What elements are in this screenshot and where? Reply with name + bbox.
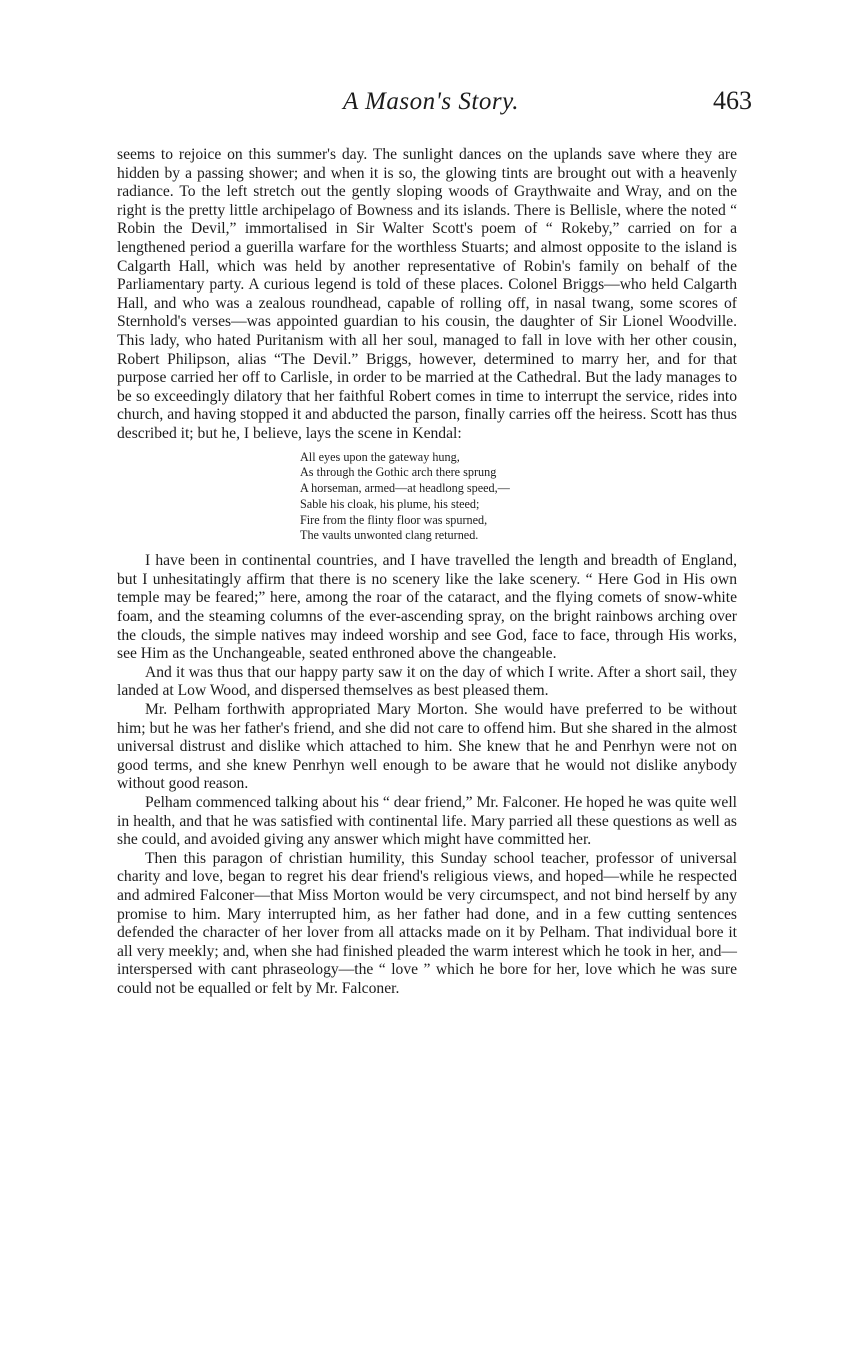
paragraph: I have been in continental countries, and I have travelled the length and breadth of England, but I unhesitatingly affirm that there is no scenery like the lake scenery. “ Here God in His own temple may be feared;” here, among the roar of the cataract, and the flying comets of snow-white foam, and the steaming columns of the ever-ascending spray, on the bright rainbows arching over the clouds, the simple natives may indeed worship and see God, face to face, through His works, see Him as the Unchangeable, seated enthroned above the changeable. <box>117 552 737 663</box>
verse-line: The vaults unwonted clang returned. <box>300 528 479 543</box>
running-title: A Mason's Story. <box>342 88 520 115</box>
verse-line: As through the Gothic arch there sprung <box>300 465 497 480</box>
verse-line: A horseman, armed—at headlong speed,— <box>300 481 510 496</box>
running-head <box>0 88 862 128</box>
page-number: 463 <box>713 86 752 115</box>
paragraph: Pelham commenced talking about his “ dear friend,” Mr. Falconer. He hoped he was quite well in health, and that he was satisfied with continental life. Mary parried all these questions as well as she could, and avoided giving any answer which might have committed her. <box>117 794 737 849</box>
verse-line: All eyes upon the gateway hung, <box>300 449 460 464</box>
verse-line: Sable his cloak, his plume, his steed; <box>300 496 480 511</box>
body-text <box>117 146 737 999</box>
paragraph-continued: seems to rejoice on this summer's day. The sunlight dances on the uplands save where they are hidden by a passing shower; and when it is so, the glowing tints are brought out with a heavenly radiance. To the left stretch out the gently sloping woods of Graythwaite and Wray, and on the right is the pretty little archipelago of Bowness and its islands. There is Bellisle, where the noted “ Robin the Devil,” immortalised in Sir Walter Scott's poem of “ Rokeby,” carried on for a lengthened period a guerilla warfare for the worthless Stuarts; and almost opposite to the island is Calgarth Hall, which was held by another representative of Robin's family on behalf of the Parliamentary party. A curious legend is told of these places. Colonel Briggs—who held Calgarth Hall, and who was a zealous roundhead, capable of rolling off, in nasal twang, some scores of Sternhold's verses—was appointed guardian to his cousin, the daughter of Sir Lionel Woodville. This lady, who hated Puritanism with all her soul, managed to fall in love with her other cousin, Robert Philipson, alias “The Devil.” Briggs, however, determined to marry her, and for that purpose carried her off to Carlisle, in order to be married at the Cathedral. But the lady manages to be so exceedingly dilatory that her faithful Robert comes in time to interrupt the service, rides into church, and having stopped it and abducted the parson, finally carries off the heiress. Scott has thus described it; but he, I believe, lays the scene in Kendal: <box>117 146 737 442</box>
paragraph: And it was thus that our happy party saw it on the day of which I write. After a short sail, they landed at Low Wood, and dispersed themselves as best pleased them. <box>117 663 737 700</box>
verse-quotation <box>300 450 737 545</box>
paragraph: Mr. Pelham forthwith appropriated Mary Morton. She would have preferred to be without him; but he was her father's friend, and she did not care to offend him. But she shared in the almost universal distrust and dislike which attached to him. She knew that he and Penrhyn were not on good terms, and she knew Penrhyn well enough to be aware that he would not dislike anybody without good reason. <box>117 701 737 793</box>
verse-line: Fire from the flinty floor was spurned, <box>300 512 488 527</box>
paragraph: Then this paragon of christian humility, this Sunday school teacher, professor of universal charity and love, began to regret his dear friend's religious views, and hoped—while he respected and admired Falconer—that Miss Morton would be very circumspect, and not bind herself by any promise to him. Mary interrupted him, as her father had done, and in a few cutting sentences defended the character of her lover from all attacks made on it by Pelham. That individual bore it all very meekly; and, when she had finished pleaded the warm interest which he took in her, and—interspersed with cant phraseology—the “ love ” which he bore for her, love which he was sure could not be equalled or felt by Mr. Falconer. <box>117 849 737 997</box>
